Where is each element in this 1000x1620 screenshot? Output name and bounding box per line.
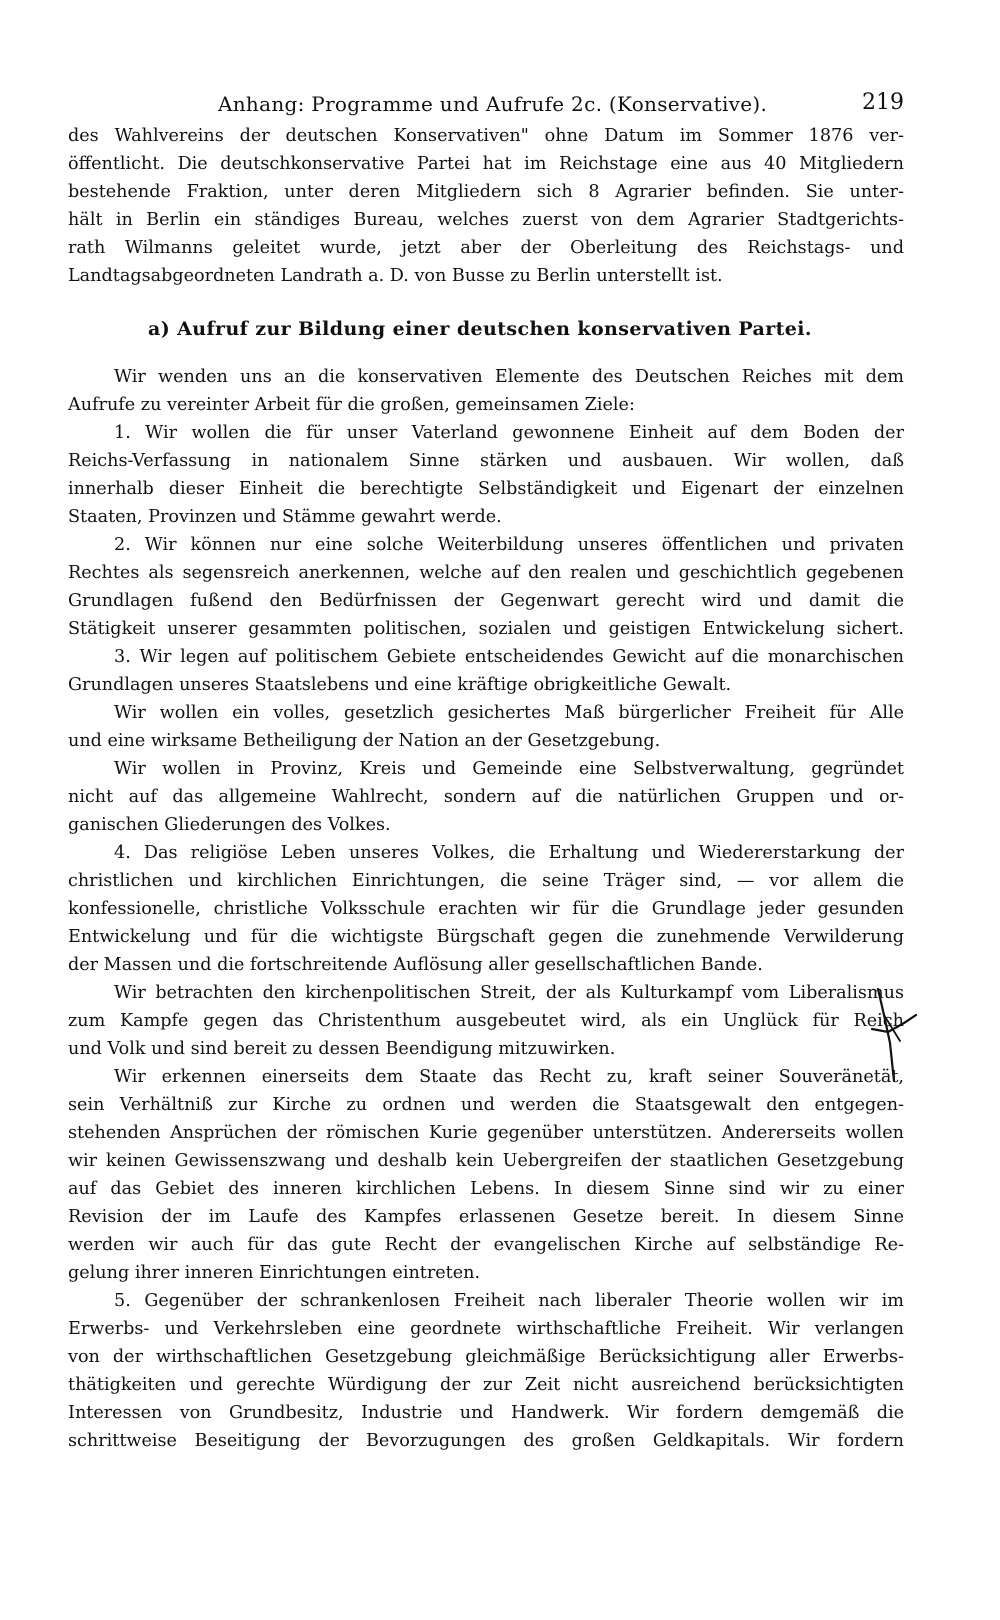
text-line: Staaten, Provinzen und Stämme gewahrt werde. bbox=[68, 507, 502, 527]
body-text bbox=[68, 363, 904, 1455]
text-line: Entwickelung und für die wichtigste Bürgschaft gegen die zunehmende Verwilderung bbox=[68, 927, 904, 947]
text-line: 4. Das religiöse Leben unseres Volkes, die Erhaltung und Wiedererstarkung der bbox=[114, 843, 904, 863]
text-line: hält in Berlin ein ständiges Bureau, welches zuerst von dem Agrarier Stadtgerichts- bbox=[68, 210, 904, 230]
text-line: Erwerbs- und Verkehrsleben eine geordnete wirthschaftliche Freiheit. Wir verlangen bbox=[68, 1319, 904, 1339]
text-line: gelung ihrer inneren Einrichtungen eintreten. bbox=[68, 1263, 481, 1283]
text-line: von der wirthschaftlichen Gesetzgebung gleichmäßige Berücksichtigung aller Erwerbs- bbox=[68, 1347, 904, 1367]
text-line: Aufrufe zu vereinter Arbeit für die großen, gemeinsamen Ziele: bbox=[68, 395, 635, 415]
text-line: Stätigkeit unserer gesammten politischen, sozialen und geistigen Entwickelung sichert. bbox=[68, 619, 904, 639]
text-line: 2. Wir können nur eine solche Weiterbildung unseres öffentlichen und privaten bbox=[114, 535, 904, 555]
text-line: wir keinen Gewissenszwang und deshalb kein Uebergreifen der staatlichen Gesetzgebung bbox=[68, 1151, 904, 1171]
handwritten-margin-mark bbox=[870, 985, 920, 1085]
text-line: schrittweise Beseitigung der Bevorzugungen des großen Geldkapitals. Wir fordern bbox=[68, 1431, 904, 1451]
running-header bbox=[68, 84, 904, 122]
text-line: Rechtes als segensreich anerkennen, welche auf den realen und geschichtlich gegebenen bbox=[68, 563, 904, 583]
text-line: des Wahlvereins der deutschen Konservativen" ohne Datum im Sommer 1876 ver- bbox=[68, 126, 904, 146]
text-line: 1. Wir wollen die für unser Vaterland gewonnene Einheit auf dem Boden der bbox=[114, 423, 904, 443]
text-line: der Massen und die fortschreitende Auflösung aller gesellschaftlichen Bande. bbox=[68, 955, 763, 975]
document-page bbox=[68, 84, 904, 1455]
text-line: Interessen von Grundbesitz, Industrie und Handwerk. Wir fordern demgemäß die bbox=[68, 1403, 904, 1423]
text-line: thätigkeiten und gerechte Würdigung der zur Zeit nicht ausreichend berücksichtigten bbox=[68, 1375, 904, 1395]
text-line: christlichen und kirchlichen Einrichtungen, die seine Träger sind, — vor allem die bbox=[68, 871, 904, 891]
text-line: und Volk und sind bereit zu dessen Beendigung mitzuwirken. bbox=[68, 1039, 616, 1059]
text-line: zum Kampfe gegen das Christenthum ausgebeutet wird, als ein Unglück für Reich bbox=[68, 1011, 904, 1031]
header-title: Anhang: Programme und Aufrufe 2c. (Konservative). bbox=[218, 92, 768, 116]
text-line: Wir wollen in Provinz, Kreis und Gemeinde eine Selbstverwaltung, gegründet bbox=[114, 759, 904, 779]
text-line: werden wir auch für das gute Recht der evangelischen Kirche auf selbständige Re- bbox=[68, 1235, 904, 1255]
section-title: a) Aufruf zur Bildung einer deutschen konservativen Partei. bbox=[148, 318, 812, 340]
text-line: Wir erkennen einerseits dem Staate das Recht zu, kraft seiner Souveränetät, bbox=[114, 1067, 904, 1087]
text-line: Reichs-Verfassung in nationalem Sinne stärken und ausbauen. Wir wollen, daß bbox=[68, 451, 904, 471]
page-number: 219 bbox=[862, 90, 904, 115]
text-line: Wir betrachten den kirchenpolitischen Streit, der als Kulturkampf vom Liberalismus bbox=[114, 983, 904, 1003]
text-line: rath Wilmanns geleitet wurde, jetzt aber der Oberleitung des Reichstags- und bbox=[68, 238, 904, 258]
text-line: auf das Gebiet des inneren kirchlichen Lebens. In diesem Sinne sind wir zu einer bbox=[68, 1179, 904, 1199]
text-line: konfessionelle, christliche Volksschule erachten wir für die Grundlage jeder gesunden bbox=[68, 899, 904, 919]
text-line: Landtagsabgeordneten Landrath a. D. von Busse zu Berlin unterstellt ist. bbox=[68, 266, 723, 286]
text-line: Wir wenden uns an die konservativen Elemente des Deutschen Reiches mit dem bbox=[114, 367, 904, 387]
text-line: Revision der im Laufe des Kampfes erlassenen Gesetze bereit. In diesem Sinne bbox=[68, 1207, 904, 1227]
text-line: nicht auf das allgemeine Wahlrecht, sondern auf die natürlichen Gruppen und or- bbox=[68, 787, 904, 807]
text-line: und eine wirksame Betheiligung der Nation an der Gesetzgebung. bbox=[68, 731, 661, 751]
text-line: Grundlagen fußend den Bedürfnissen der Gegenwart gerecht wird und damit die bbox=[68, 591, 904, 611]
intro-paragraph bbox=[68, 122, 904, 290]
text-line: Wir wollen ein volles, gesetzlich gesichertes Maß bürgerlicher Freiheit für Alle bbox=[114, 703, 904, 723]
text-line: bestehende Fraktion, unter deren Mitgliedern sich 8 Agrarier befinden. Sie unter- bbox=[68, 182, 904, 202]
text-line: innerhalb dieser Einheit die berechtigte Selbständigkeit und Eigenart der einzelnen bbox=[68, 479, 904, 499]
text-line: öffentlicht. Die deutschkonservative Partei hat im Reichstage eine aus 40 Mitgliedern bbox=[68, 154, 904, 174]
text-line: Grundlagen unseres Staatslebens und eine kräftige obrigkeitliche Gewalt. bbox=[68, 675, 732, 695]
text-line: ganischen Gliederungen des Volkes. bbox=[68, 815, 391, 835]
text-line: stehenden Ansprüchen der römischen Kurie gegenüber unterstützen. Andererseits wollen bbox=[68, 1123, 904, 1143]
text-line: 3. Wir legen auf politischem Gebiete entscheidendes Gewicht auf die monarchischen bbox=[114, 647, 904, 667]
text-line: sein Verhältniß zur Kirche zu ordnen und werden die Staatsgewalt den entgegen- bbox=[68, 1095, 904, 1115]
text-line: 5. Gegenüber der schrankenlosen Freiheit nach liberaler Theorie wollen wir im bbox=[114, 1291, 904, 1311]
